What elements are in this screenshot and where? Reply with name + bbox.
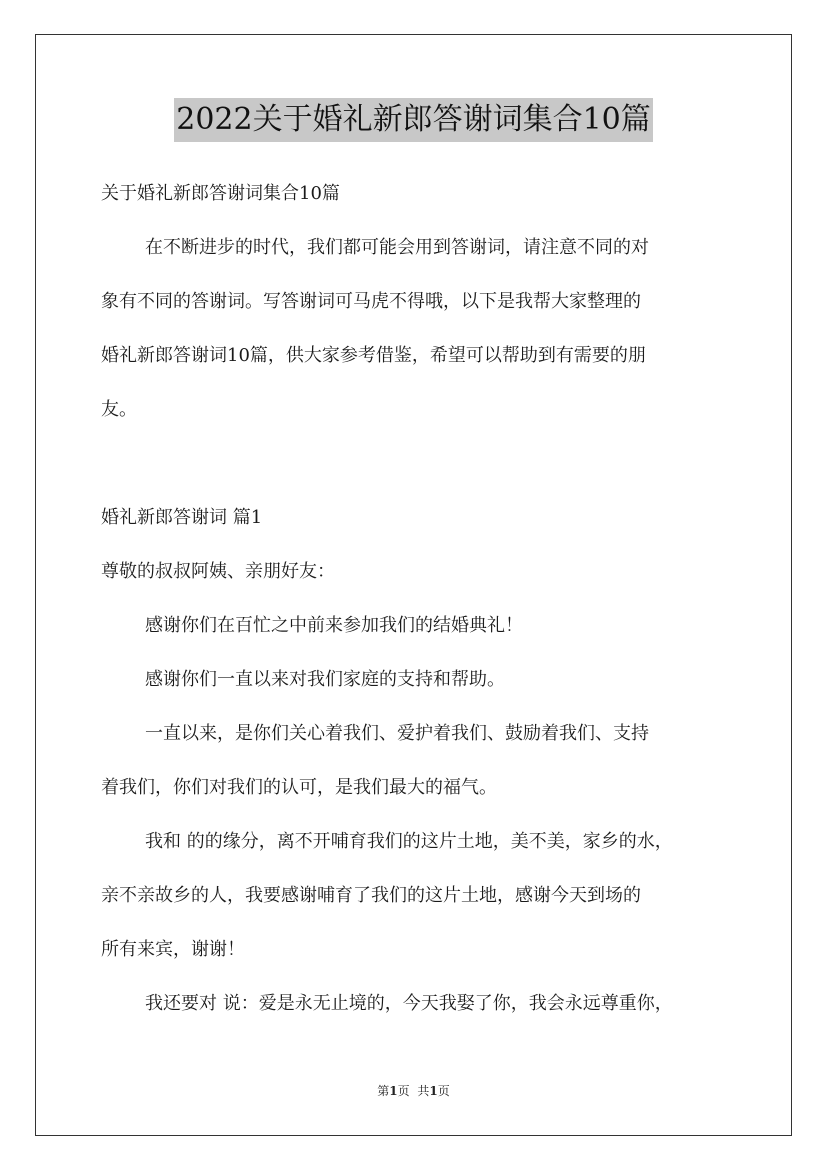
paragraph-line: 所有来宾，谢谢！: [101, 939, 245, 960]
paragraph-line: 一直以来，是你们关心着我们、爱护着我们、鼓励着我们、支持: [145, 723, 649, 744]
footer-page-suffix: 页: [397, 1084, 410, 1098]
paragraph-line: 我和 的的缘分，离不开哺育我们的这片土地，美不美，家乡的水，: [145, 831, 673, 852]
section-heading-main: 关于婚礼新郎答谢词集合10篇: [101, 183, 340, 204]
paragraph-line: 象有不同的答谢词。写答谢词可马虎不得哦，以下是我帮大家整理的: [101, 291, 641, 312]
footer-page-prefix: 第: [377, 1084, 390, 1098]
paragraph-line: 在不断进步的时代，我们都可能会用到答谢词，请注意不同的对: [145, 237, 649, 258]
footer-page-number: 1: [389, 1084, 398, 1098]
paragraph-line: 婚礼新郎答谢词10篇，供大家参考借鉴，希望可以帮助到有需要的朋: [101, 345, 646, 366]
paragraph-line: 亲不亲故乡的人，我要感谢哺育了我们的这片土地，感谢今天到场的: [101, 885, 641, 906]
paragraph-line: 我还要对 说：爱是永无止境的，今天我娶了你，我会永远尊重你，: [145, 993, 673, 1014]
paragraph-line: 感谢你们在百忙之中前来参加我们的结婚典礼！: [145, 615, 523, 636]
page-footer: [0, 1083, 827, 1099]
paragraph-line: 着我们，你们对我们的认可，是我们最大的福气。: [101, 777, 497, 798]
section-heading-part1: 婚礼新郎答谢词 篇1: [101, 507, 263, 528]
footer-total-prefix: 共: [417, 1084, 430, 1098]
paragraph-line: 感谢你们一直以来对我们家庭的支持和帮助。: [145, 669, 505, 690]
footer-total-suffix: 页: [437, 1084, 450, 1098]
title-container: [0, 98, 827, 142]
document-title: 2022关于婚礼新郎答谢词集合10篇: [174, 98, 653, 142]
paragraph-line: 友。: [101, 399, 137, 420]
salutation: 尊敬的叔叔阿姨、亲朋好友：: [101, 561, 335, 582]
footer-total-number: 1: [429, 1084, 438, 1098]
